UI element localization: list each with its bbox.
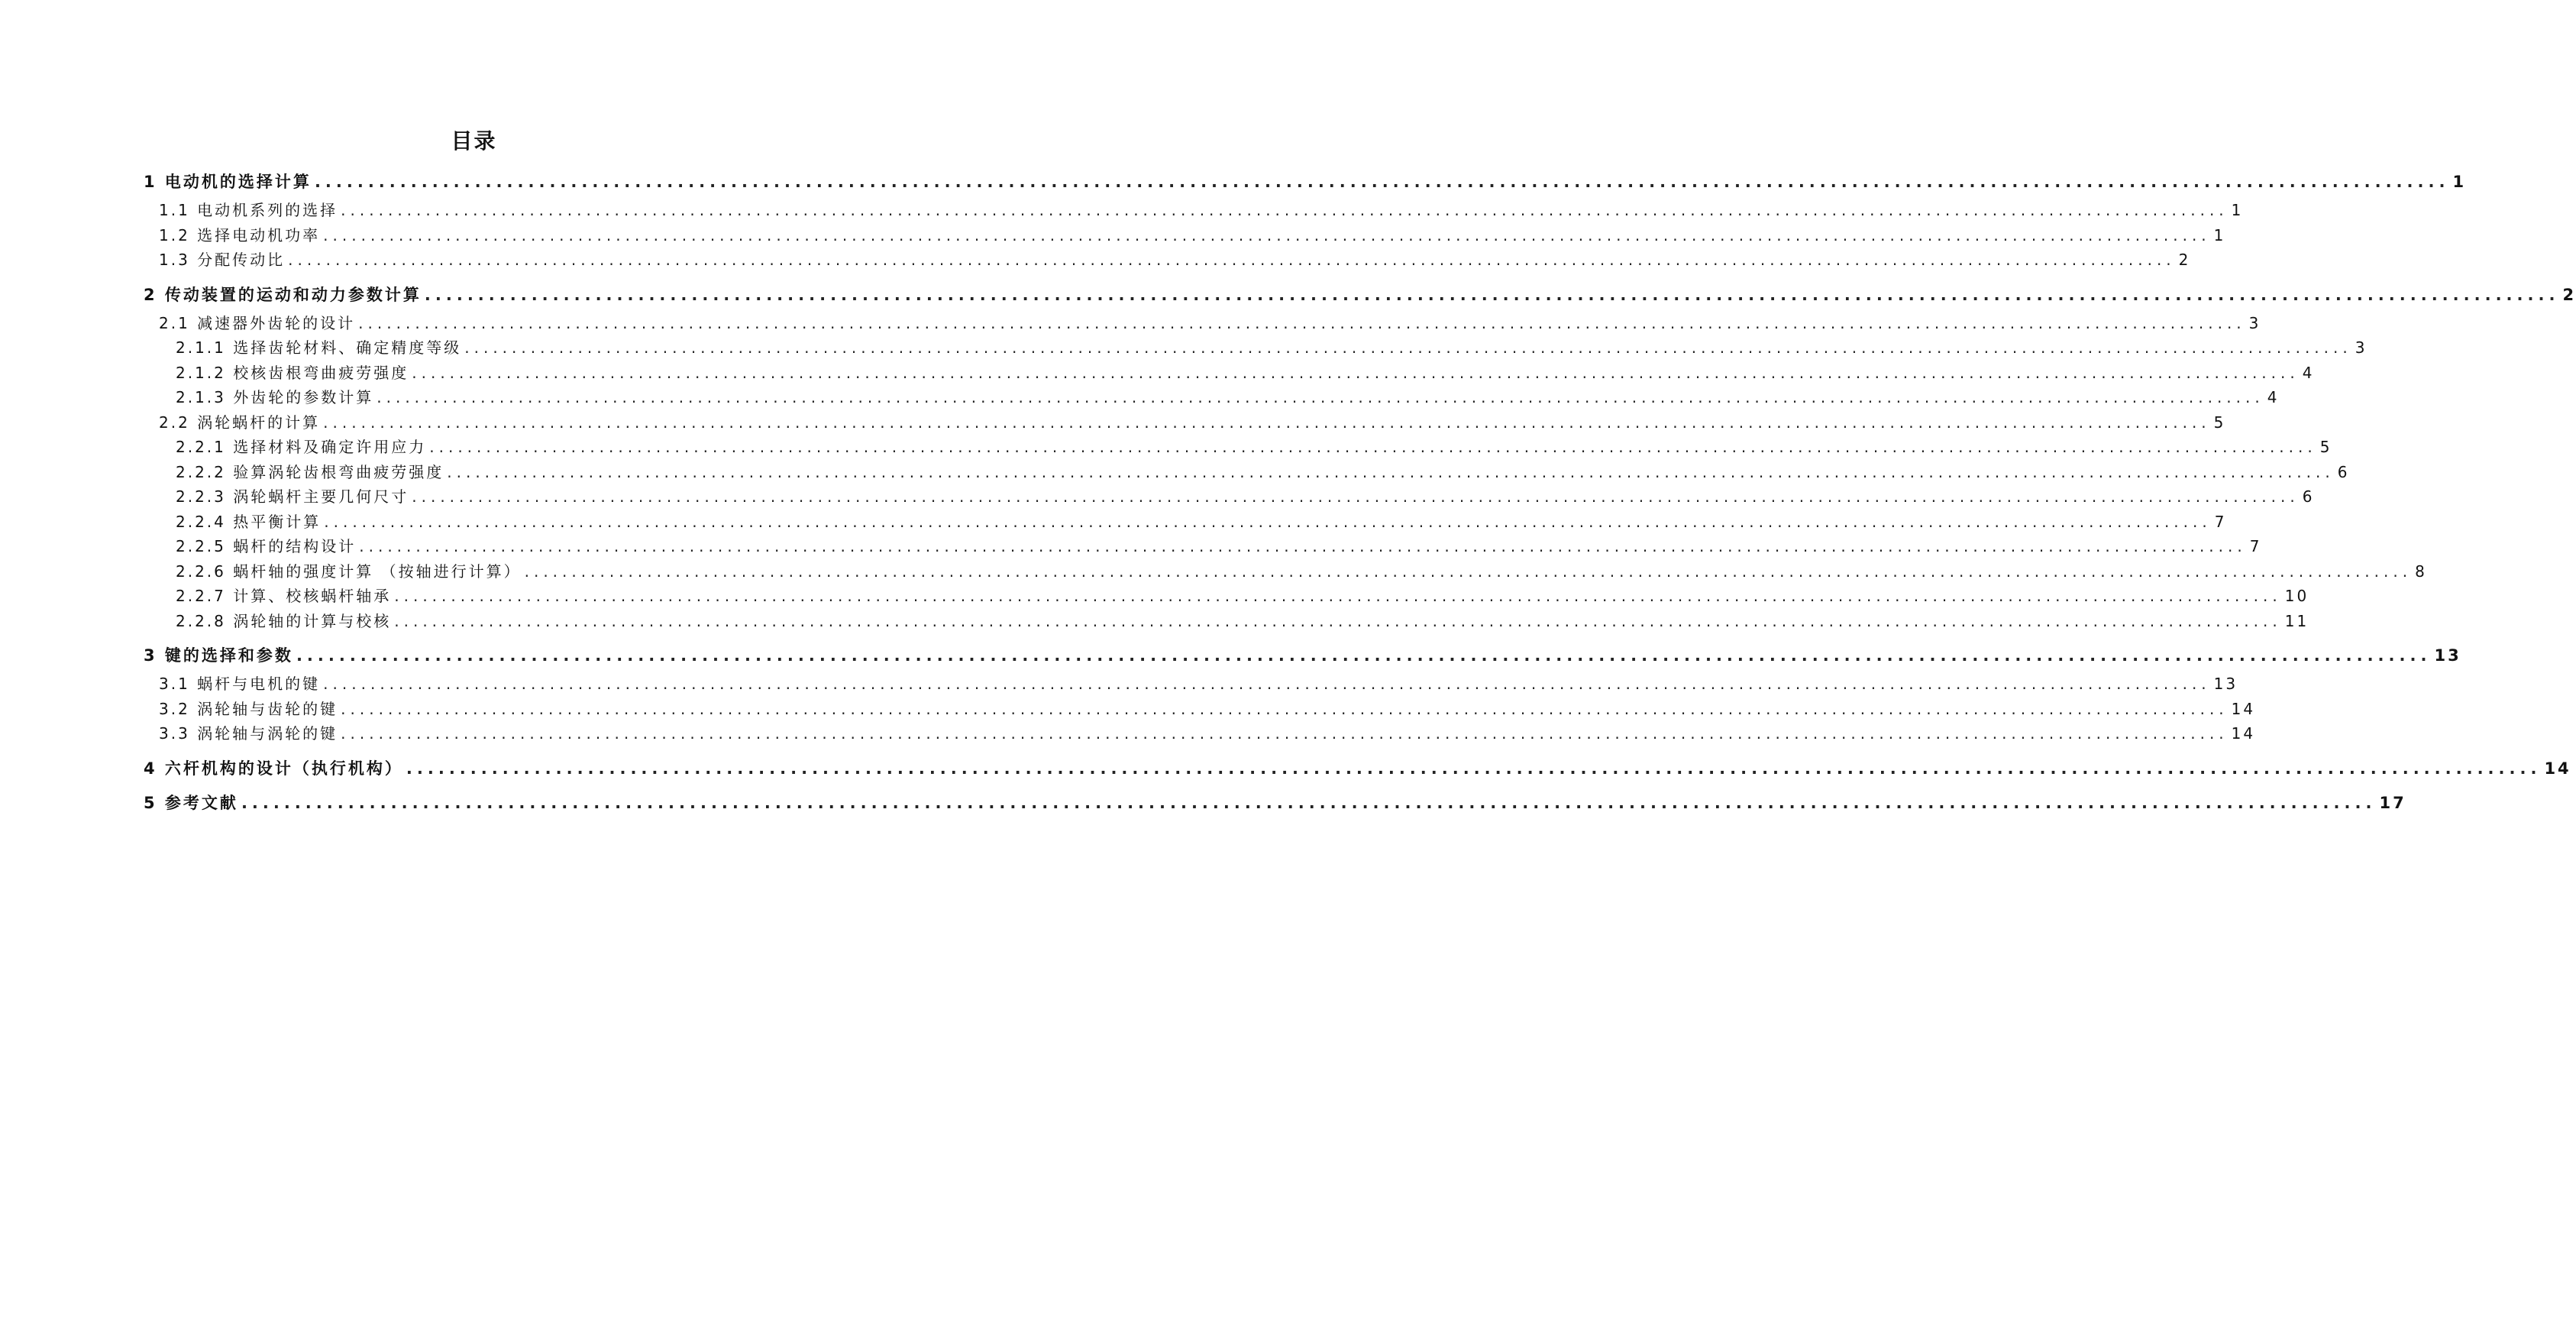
toc-entry[interactable] xyxy=(144,311,2261,336)
toc-entry-page-number: 17 xyxy=(2379,793,2406,812)
toc-entry-label: 2.2 涡轮蜗杆的计算 xyxy=(159,413,321,432)
toc-entry[interactable] xyxy=(144,170,2467,194)
toc-entry-label: 5 参考文献 xyxy=(144,793,238,812)
toc-entry[interactable] xyxy=(144,697,2256,722)
toc-dot-leader: ........................................................................................................................................................................................................ xyxy=(524,562,2413,581)
toc-entry-page-number: 10 xyxy=(2284,587,2309,605)
toc-dot-leader: ........................................................................................................................................................................................................ xyxy=(314,173,2450,191)
toc-dot-leader: ........................................................................................................................................................................................................ xyxy=(412,487,2300,506)
toc-dot-leader: ........................................................................................................................................................................................................ xyxy=(406,759,2542,778)
toc-entry-label: 2 传动装置的运动和动力参数计算 xyxy=(144,285,422,304)
toc-dot-leader: ........................................................................................................................................................................................................ xyxy=(323,413,2211,432)
toc-dot-leader: ........................................................................................................................................................................................................ xyxy=(323,225,2211,244)
toc-dot-leader: ........................................................................................................................................................................................................ xyxy=(288,251,2176,269)
toc-entry-label: 2.2.8 涡轮轴的计算与校核 xyxy=(176,611,392,630)
toc-entry-label: 2.2.2 验算涡轮齿根弯曲疲劳强度 xyxy=(176,462,444,481)
toc-entry-page-number: 1 xyxy=(2231,201,2244,219)
toc-entry-page-number: 11 xyxy=(2284,611,2309,630)
toc-entry-label: 2.2.7 计算、校核蜗杆轴承 xyxy=(176,587,392,605)
toc-entry-page-number: 4 xyxy=(2267,388,2280,406)
toc-entry-label: 4 六杆机构的设计（执行机构） xyxy=(144,759,403,778)
toc-entry-page-number: 13 xyxy=(2213,675,2238,693)
toc-entry[interactable] xyxy=(144,559,2427,584)
toc-entry[interactable] xyxy=(144,410,2226,435)
toc-entry-page-number: 3 xyxy=(2355,338,2368,357)
toc-entry-page-number: 8 xyxy=(2415,562,2427,581)
toc-entry[interactable] xyxy=(144,198,2244,223)
toc-entry-page-number: 14 xyxy=(2544,759,2571,778)
toc-dot-leader: ........................................................................................................................................................................................................ xyxy=(394,611,2282,630)
toc-entry[interactable] xyxy=(144,672,2238,697)
toc-entry-label: 1 电动机的选择计算 xyxy=(144,173,312,191)
toc-entry-page-number: 2 xyxy=(2562,285,2576,304)
toc-entry-label: 1.3 分配传动比 xyxy=(159,251,286,269)
toc-entry-label: 2.2.4 热平衡计算 xyxy=(176,512,322,531)
toc-dot-leader: ........................................................................................................................................................................................................ xyxy=(377,388,2264,406)
toc-entry[interactable] xyxy=(144,335,2368,361)
toc-entry[interactable] xyxy=(144,484,2315,510)
toc-dot-leader: ........................................................................................................................................................................................................ xyxy=(429,438,2317,456)
toc-entry-label: 2.1 减速器外齿轮的设计 xyxy=(159,313,356,332)
toc-entry-label: 2.1.2 校核齿根弯曲疲劳强度 xyxy=(176,363,409,382)
toc-entry-label: 1.2 选择电动机功率 xyxy=(159,225,321,244)
table-of-contents xyxy=(144,170,2576,815)
toc-dot-leader: ........................................................................................................................................................................................................ xyxy=(359,537,2247,555)
toc-dot-leader: ........................................................................................................................................................................................................ xyxy=(324,512,2212,531)
toc-entry[interactable] xyxy=(144,223,2226,248)
toc-entry-label: 3.1 蜗杆与电机的键 xyxy=(159,675,321,693)
toc-entry-page-number: 3 xyxy=(2248,313,2261,332)
toc-entry-label: 2.2.3 涡轮蜗杆主要几何尺寸 xyxy=(176,487,409,506)
toc-entry[interactable] xyxy=(144,721,2256,746)
toc-entry[interactable] xyxy=(144,756,2571,781)
toc-entry-label: 2.2.1 选择材料及确定许用应力 xyxy=(176,438,427,456)
toc-dot-leader: ........................................................................................................................................................................................................ xyxy=(341,724,2229,743)
toc-entry[interactable] xyxy=(144,643,2461,668)
toc-entry-page-number: 5 xyxy=(2319,438,2332,456)
toc-entry[interactable] xyxy=(144,609,2309,634)
toc-entry-page-number: 14 xyxy=(2231,699,2256,718)
toc-entry-page-number: 5 xyxy=(2213,413,2226,432)
toc-entry-page-number: 13 xyxy=(2434,646,2461,665)
toc-entry[interactable] xyxy=(144,460,2350,485)
toc-entry[interactable] xyxy=(144,248,2191,273)
toc-entry-page-number: 6 xyxy=(2302,487,2315,506)
toc-entry[interactable] xyxy=(144,584,2309,609)
toc-entry-label: 2.2.6 蜗杆轴的强度计算 （按轴进行计算） xyxy=(176,562,522,581)
toc-entry-label: 3.2 涡轮轴与齿轮的键 xyxy=(159,699,338,718)
toc-entry[interactable] xyxy=(144,510,2227,535)
toc-entry[interactable] xyxy=(144,435,2332,460)
toc-dot-leader: ........................................................................................................................................................................................................ xyxy=(394,587,2282,605)
toc-entry[interactable] xyxy=(144,385,2280,410)
toc-entry-label: 3.3 涡轮轴与涡轮的键 xyxy=(159,724,338,743)
toc-entry-label: 3 键的选择和参数 xyxy=(144,646,293,665)
toc-entry-label: 2.2.5 蜗杆的结构设计 xyxy=(176,537,357,555)
toc-entry-label: 2.1.1 选择齿轮材料、确定精度等级 xyxy=(176,338,462,357)
toc-entry-page-number: 4 xyxy=(2302,363,2315,382)
toc-entry-page-number: 1 xyxy=(2452,173,2467,191)
toc-entry[interactable] xyxy=(144,283,2576,307)
toc-entry-page-number: 14 xyxy=(2231,724,2256,743)
toc-entry[interactable] xyxy=(144,534,2262,559)
toc-entry-page-number: 7 xyxy=(2249,537,2262,555)
page-title: 目录 xyxy=(451,128,497,154)
toc-entry[interactable] xyxy=(144,361,2315,386)
toc-entry-page-number: 7 xyxy=(2214,512,2227,531)
toc-entry-label: 2.1.3 外齿轮的参数计算 xyxy=(176,388,374,406)
toc-dot-leader: ........................................................................................................................................................................................................ xyxy=(412,363,2300,382)
toc-dot-leader: ........................................................................................................................................................................................................ xyxy=(341,201,2229,219)
toc-entry-page-number: 6 xyxy=(2337,462,2350,481)
toc-dot-leader: ........................................................................................................................................................................................................ xyxy=(241,793,2377,812)
toc-entry-page-number: 1 xyxy=(2213,225,2226,244)
toc-dot-leader: ........................................................................................................................................................................................................ xyxy=(296,646,2432,665)
toc-dot-leader: ........................................................................................................................................................................................................ xyxy=(424,285,2560,304)
toc-dot-leader: ........................................................................................................................................................................................................ xyxy=(323,675,2211,693)
toc-entry-label: 1.1 电动机系列的选择 xyxy=(159,201,338,219)
toc-entry[interactable] xyxy=(144,791,2406,815)
toc-dot-leader: ........................................................................................................................................................................................................ xyxy=(447,462,2335,481)
toc-dot-leader: ........................................................................................................................................................................................................ xyxy=(358,313,2246,332)
toc-entry-page-number: 2 xyxy=(2178,251,2191,269)
toc-dot-leader: ........................................................................................................................................................................................................ xyxy=(464,338,2352,357)
toc-dot-leader: ........................................................................................................................................................................................................ xyxy=(341,699,2229,718)
